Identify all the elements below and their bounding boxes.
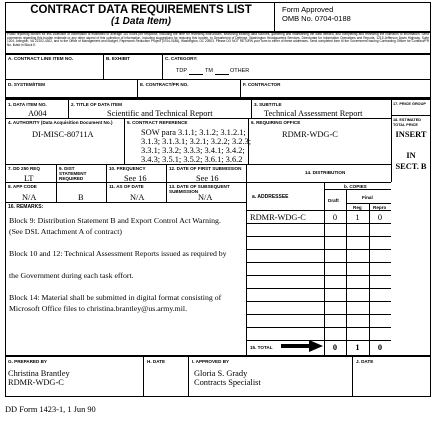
total-repro: 0: [377, 343, 383, 352]
exhibit-label: B. EXHIBIT: [106, 56, 130, 61]
reg-divider: [369, 203, 370, 355]
remarks-line: Microsoft Office files to christina.brantley@us.army.mil.: [9, 304, 188, 313]
contract-pr-label: E. CONTRACT/PR NO.: [140, 82, 189, 87]
col-divider-ab: [103, 54, 104, 79]
addressee-label: a. ADDRESSEE: [252, 194, 289, 200]
category-tdp: TDP: [176, 68, 187, 74]
data-item-title: Scientific and Technical Report: [107, 109, 213, 118]
repro-copies: 0: [377, 213, 383, 222]
app-code-label: 8. APP CODE: [8, 184, 37, 189]
row-divider-8: [5, 202, 246, 203]
addressee-value: RDMR-WDG-C: [250, 213, 306, 222]
total-draft: 0: [332, 343, 338, 352]
form-subtitle: (1 Data Item): [110, 16, 171, 27]
prepared-by-label: G. PREPARED BY: [8, 359, 47, 364]
requiring-office-label: 6. REQUIRING OFFICE: [251, 120, 301, 125]
dist-row-line: [246, 288, 391, 289]
estimated-price-in: IN: [406, 151, 416, 160]
dist-statement-value: B: [78, 193, 84, 202]
col-divider-ef: [240, 79, 241, 97]
subsequent-submission-value: N/A: [198, 193, 213, 202]
row-divider-1: [5, 118, 391, 119]
col-divider-de: [137, 79, 138, 97]
authority-label: 4. AUTHORITY (Data Acquisition Document No.): [8, 120, 113, 125]
total-label: 15. TOTAL: [250, 345, 273, 350]
approved-date-label: J. DATE: [356, 359, 374, 364]
dist-row-line: [246, 301, 391, 302]
dist-row-line: [246, 275, 391, 276]
contract-line-item-label: A. CONTRACT LINE ITEM NO.: [8, 56, 74, 61]
col-divider-1012: [166, 164, 167, 202]
form-title: CONTRACT DATA REQUIREMENTS LIST: [30, 4, 252, 16]
burden-statement: Public reporting burden for this collection of information is estimated to average 110 hours per response, including the time for reviewing instructions, searching existing data sources, gathering and maintaining the data needed, and completing and reviewing the collection of information. Send comments regarding this burden estimate or any other aspect of this collection of information, including suggestions for reducing this burden, to Department of Defense, Washington Headquarters Services, Directorate for Information Operations and Reports, 1215 Jefferson Davis Highway, Suite 1204, Arlington, VA 22202-4302, and to the Office of Management and Budget, Paperwork Reduction Project (0704-0188), Washington, DC 20503. Please DO NOT RETURN your form to either of these addresses. Send completed form to the Government Issuing Contracting Officer for Contract/PR No. listed in Block E.: [7, 33, 429, 47]
frequency-value: See 16: [124, 174, 147, 183]
header-divider: [274, 2, 275, 32]
col-divider-23: [251, 100, 252, 118]
col-divider-bc: [162, 54, 163, 79]
contract-reference-line: 3.3.1; 3.3.2; 3.3.3; 3.4.1; 3.4.2;: [141, 146, 245, 155]
col-divider-910: [106, 164, 107, 202]
category-tdp-blank: [189, 74, 203, 75]
row-divider-a: [5, 79, 431, 80]
row-divider-4: [5, 164, 391, 165]
reg-copies: 1: [355, 213, 360, 222]
estimated-price-label: 18. ESTIMATED TOTAL PRICE: [393, 118, 421, 127]
col-divider-hi: [188, 355, 189, 397]
estimated-price-section: SECT. B: [395, 162, 427, 171]
app-code-value: N/A: [22, 193, 37, 202]
contract-reference-line: 3.4.3; 3.5.1; 3.5.2; 3.6.1; 3.6.2: [141, 155, 243, 164]
contract-reference-label: 5. CONTRACT REFERENCE: [127, 120, 188, 125]
approved-by-label: I. APPROVED BY: [192, 359, 230, 364]
total-reg: 1: [355, 343, 360, 352]
data-item-no-label: 1. DATA ITEM NO.: [8, 102, 47, 107]
prepared-by-name: Christina Brantley: [8, 369, 70, 378]
dist-row-line: [246, 236, 391, 237]
col-divider-12: [68, 100, 69, 118]
final-label: Final: [362, 195, 373, 200]
prepared-date-label: H. DATE: [147, 359, 166, 364]
category-label: C. CATEGORY:: [165, 56, 198, 61]
dd250-value: LT: [24, 174, 34, 183]
contract-reference-line: SOW para 3.1.1; 3.1.2; 3.1.2.1;: [141, 128, 246, 137]
remarks-line: Block 9: Distribution Statement B and Export Control Act Warning.: [9, 216, 221, 225]
approved-by-title: Contracts Specialist: [194, 378, 261, 387]
category-tm-blank: [215, 74, 229, 75]
title-label: 2. TITLE OF DATA ITEM: [71, 102, 122, 107]
draft-copies: 0: [332, 213, 338, 222]
repro-label: Repro: [373, 205, 387, 210]
category-tm: TM: [205, 68, 213, 74]
as-of-date-label: 11. AS OF DATE: [109, 184, 144, 189]
distribution-divider: [246, 182, 391, 183]
addressee-divider: [324, 182, 325, 355]
system-item-label: D. SYSTEM/ITEM: [8, 82, 46, 87]
form-approved-label: Form Approved: [282, 5, 334, 14]
contractor-label: F. CONTRACTOR: [243, 82, 281, 87]
remarks-line: the Government during each task effort.: [9, 271, 134, 280]
remarks-line: Block 10 and 12: Technical Assessment Reports issued as required by: [9, 249, 227, 258]
arrow-icon: [281, 340, 323, 352]
reg-label: Reg: [353, 205, 362, 210]
prepared-by-office: RDMR-WDG-C: [8, 378, 64, 387]
as-of-date-value: N/A: [130, 193, 145, 202]
omb-number: OMB No. 0704-0188: [282, 14, 351, 23]
dist-row-line: [246, 262, 391, 263]
copies-divider: [324, 189, 391, 190]
remarks-line: (See DSL Attachment A of contract): [9, 227, 122, 236]
dist-statement-label: 9. DIST STATEMENT REQUIRED: [59, 166, 87, 181]
distribution-header-divider: [246, 210, 391, 211]
requiring-office: RDMR-WDG-C: [282, 130, 338, 139]
data-item-no: A004: [28, 109, 47, 118]
estimated-price-insert: INSERT: [395, 130, 427, 139]
authority-value: DI-MISC-80711A: [32, 130, 94, 139]
col-divider-45: [124, 118, 125, 164]
frequency-label: 10. FREQUENCY: [109, 166, 146, 171]
category-other: OTHER: [230, 68, 250, 74]
signature-thick-divider: [5, 355, 431, 357]
dist-row-line: [246, 223, 391, 224]
contract-reference-line: 3.1.3; 3.1.3.1; 3.2.1; 3.2.2; 3.2.3;: [141, 137, 252, 146]
dd250-label: 7. DD 250 REQ: [8, 166, 40, 171]
form-footer: DD Form 1423-1, 1 Jun 90: [5, 405, 96, 414]
first-submission-value: See 16: [196, 174, 219, 183]
subsequent-submission-label: 13. DATE OF SUBSEQUENT SUBMISSION: [169, 184, 230, 194]
dist-row-line: [246, 249, 391, 250]
price-group-divider: [391, 115, 431, 116]
dist-row-line: [246, 314, 391, 315]
subtitle-label: 3. SUBTITLE: [254, 102, 282, 107]
draft-label: Draft: [328, 198, 339, 203]
first-submission-label: 12. DATE OF FIRST SUBMISSION: [169, 166, 242, 171]
dist-row-line: [246, 327, 391, 328]
data-item-subtitle: Technical Assessment Report: [264, 109, 363, 118]
distribution-label: 14. DISTRIBUTION: [305, 170, 346, 175]
remarks-label: 16. REMARKS:: [8, 204, 44, 210]
remarks-line: Block 14: Material shall be submitted in digital format consisting of: [9, 293, 222, 302]
col-divider-ij: [352, 355, 353, 397]
col-divider-gh: [143, 355, 144, 397]
col-divider-79: [56, 164, 57, 202]
approved-by-name: Gloria S. Grady: [194, 369, 248, 378]
price-group-label: 17. PRICE GROUP: [393, 102, 426, 106]
copies-label: b. COPIES: [344, 184, 367, 189]
